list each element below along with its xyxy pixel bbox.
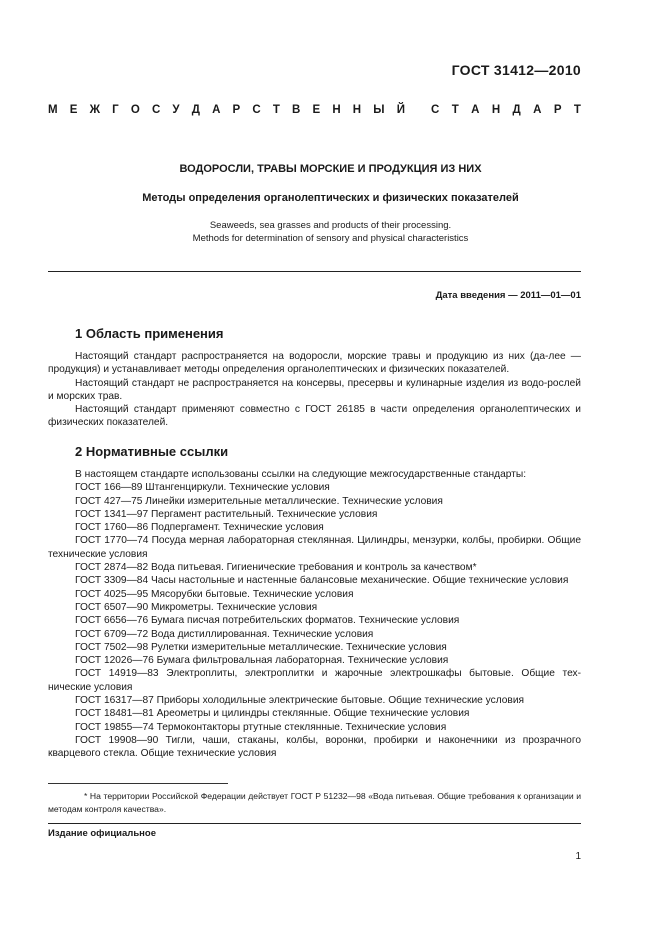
gost-number: ГОСТ 31412—2010 bbox=[451, 62, 581, 78]
interstate-word: М Е Ж Г О С У Д А Р С Т В Е Н Н Ы Й bbox=[48, 104, 405, 116]
reference-item: ГОСТ 3309—84 Часы настольные и настенные балансовые механические. Общие технические условия bbox=[75, 575, 569, 587]
footnote-divider bbox=[48, 783, 228, 784]
english-title-line: Methods for determination of sensory and physical characteristics bbox=[192, 233, 469, 244]
reference-item: ГОСТ 1770—74 Посуда мерная лабораторная стеклянная. Цилиндры, мензурки, колбы, пробирки. Общие технические условия bbox=[48, 535, 581, 560]
paragraph: Настоящий стандарт применяют совместно с ГОСТ 26185 в части определения органолептических и физических показателей. bbox=[48, 404, 581, 429]
reference-item: ГОСТ 18481—81 Ареометры и цилиндры стеклянные. Общие технические условия bbox=[75, 708, 470, 720]
interstate-standard-banner bbox=[48, 104, 581, 116]
reference-item: ГОСТ 7502—98 Рулетки измерительные металлические. Технические условия bbox=[75, 641, 447, 653]
edition-label: Издание официальное bbox=[48, 828, 156, 839]
introduction-date: Дата введения — 2011—01—01 bbox=[435, 290, 581, 301]
section-1-body bbox=[48, 350, 581, 430]
section-2-body bbox=[48, 468, 581, 761]
reference-item: ГОСТ 14919—83 Электроплиты, электроплитки и жарочные электрошкафы бытовые. Общие тех-нические условия bbox=[48, 668, 581, 693]
reference-item: ГОСТ 2874—82 Вода питьевая. Гигиенические требования и контроль за качеством* bbox=[75, 562, 477, 574]
reference-item: ГОСТ 166—89 Штангенциркули. Технические условия bbox=[75, 482, 330, 494]
reference-item: ГОСТ 1760—86 Подпергамент. Технические условия bbox=[75, 522, 324, 534]
reference-list bbox=[48, 481, 581, 760]
reference-item: ГОСТ 19855—74 Термоконтакторы ртутные стеклянные. Технические условия bbox=[75, 721, 447, 733]
paragraph: Настоящий стандарт не распространяется на консервы, пресервы и кулинарные изделия из водо-рослей и морских трав. bbox=[48, 377, 581, 402]
section-1-heading: 1 Область применения bbox=[75, 326, 224, 341]
reference-item: ГОСТ 12026—76 Бумага фильтровальная лабораторная. Технические условия bbox=[75, 655, 449, 667]
section-2-heading: 2 Нормативные ссылки bbox=[75, 444, 229, 459]
footnote: * На территории Российской Федерации действует ГОСТ Р 51232—98 «Вода питьевая. Общие требования к организации и методам контроля качества». bbox=[48, 791, 581, 814]
document-title: ВОДОРОСЛИ, ТРАВЫ МОРСКИЕ И ПРОДУКЦИЯ ИЗ НИХ bbox=[179, 163, 482, 175]
references-intro: В настоящем стандарте использованы ссылки на следующие межгосударственные стандарты: bbox=[75, 469, 527, 480]
standard-word: С Т А Н Д А Р Т bbox=[431, 104, 581, 116]
bottom-divider bbox=[48, 823, 581, 824]
paragraph: Настоящий стандарт распространяется на водоросли, морские травы и продукцию из них (да-лее — продукция) и устанавливает методы определения органолептических и физических показателей. bbox=[48, 351, 581, 376]
reference-item: ГОСТ 6709—72 Вода дистиллированная. Технические условия bbox=[75, 628, 374, 640]
top-divider bbox=[48, 271, 581, 272]
reference-item: ГОСТ 1341—97 Пергамент растительный. Технические условия bbox=[75, 508, 378, 520]
reference-item: ГОСТ 6656—76 Бумага писчая потребительских форматов. Технические условия bbox=[75, 615, 460, 627]
reference-item: ГОСТ 16317—87 Приборы холодильные электрические бытовые. Общие технические условия bbox=[75, 695, 525, 707]
english-title bbox=[0, 219, 661, 245]
reference-item: ГОСТ 19908—90 Тигли, чаши, стаканы, колбы, воронки, пробирки и наконечники из прозрачного кварцевого стекла. Общие технические условия bbox=[48, 734, 581, 760]
reference-item: ГОСТ 6507—90 Микрометры. Технические условия bbox=[75, 601, 318, 613]
reference-item: ГОСТ 4025—95 Мясорубки бытовые. Технические условия bbox=[75, 588, 354, 600]
document-subtitle: Методы определения органолептических и физических показателей bbox=[142, 192, 519, 204]
english-title-line: Seaweeds, sea grasses and products of their processing. bbox=[209, 220, 452, 231]
reference-item: ГОСТ 427—75 Линейки измерительные металлические. Технические условия bbox=[75, 495, 443, 507]
page-number: 1 bbox=[575, 851, 581, 862]
